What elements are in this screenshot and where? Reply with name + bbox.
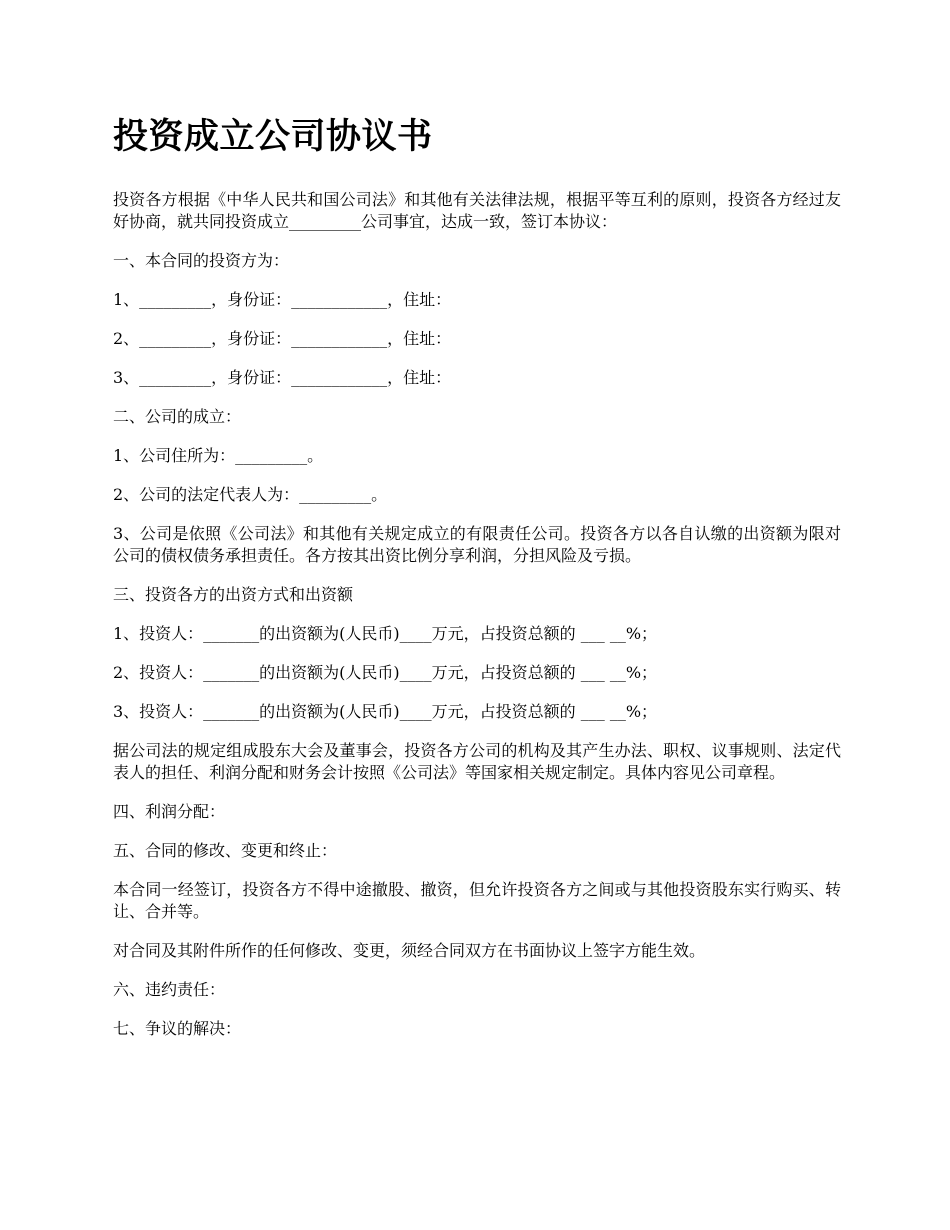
section-heading-breach: 六、违约责任： <box>113 980 226 999</box>
company-address-line: 1、公司住所为：_________。 <box>113 446 324 465</box>
governance-paragraph: 据公司法的规定组成股东大会及董事会，投资各方公司的机构及其产生办法、职权、议事规则、法定代表人的担任、利润分配和财务会计按照《公司法》等国家相关规定制定。具体内容见公司章程。 <box>113 741 841 782</box>
section-heading-contribution: 三、投资各方的出资方式和出资额 <box>113 585 354 604</box>
intro-paragraph: 投资各方根据《中华人民共和国公司法》和其他有关法律法规，根据平等互利的原则，投资各方经过友好协商，就共同投资成立_________公司事宜，达成一致，签订本协议： <box>113 190 841 231</box>
section-heading-profit: 四、利润分配： <box>113 802 226 821</box>
section-heading-amendment: 五、合同的修改、变更和终止： <box>113 841 338 860</box>
contribution-line-2: 2、投资人：_______的出资额为(人民币)____万元，占投资总额的 ___ __%； <box>113 663 658 682</box>
investor-line-3: 3、_________，身份证：____________，住址： <box>113 368 452 387</box>
document-body <box>113 112 841 1057</box>
investor-line-2: 2、_________，身份证：____________，住址： <box>113 329 452 348</box>
investor-line-1: 1、_________，身份证：____________，住址： <box>113 290 452 309</box>
section-heading-establishment: 二、公司的成立： <box>113 407 242 426</box>
contribution-line-1: 1、投资人：_______的出资额为(人民币)____万元，占投资总额的 ___ __%； <box>113 624 658 643</box>
document-title: 投资成立公司协议书 <box>113 116 433 157</box>
legal-representative-line: 2、公司的法定代表人为：_________。 <box>113 485 388 504</box>
no-withdrawal-paragraph: 本合同一经签订，投资各方不得中途撤股、撤资，但允许投资各方之间或与其他投资股东实行购买、转让、合并等。 <box>113 880 841 921</box>
section-heading-investors: 一、本合同的投资方为： <box>113 251 290 270</box>
contribution-line-3: 3、投资人：_______的出资额为(人民币)____万元，占投资总额的 ___ __%； <box>113 702 658 721</box>
liability-paragraph: 3、公司是依照《公司法》和其他有关规定成立的有限责任公司。投资各方以各自认缴的出资额为限对公司的债权债务承担责任。各方按其出资比例分享利润，分担风险及亏损。 <box>113 524 841 565</box>
amendment-paragraph: 对合同及其附件所作的任何修改、变更，须经合同双方在书面协议上签字方能生效。 <box>113 941 706 960</box>
section-heading-dispute: 七、争议的解决： <box>113 1019 242 1038</box>
